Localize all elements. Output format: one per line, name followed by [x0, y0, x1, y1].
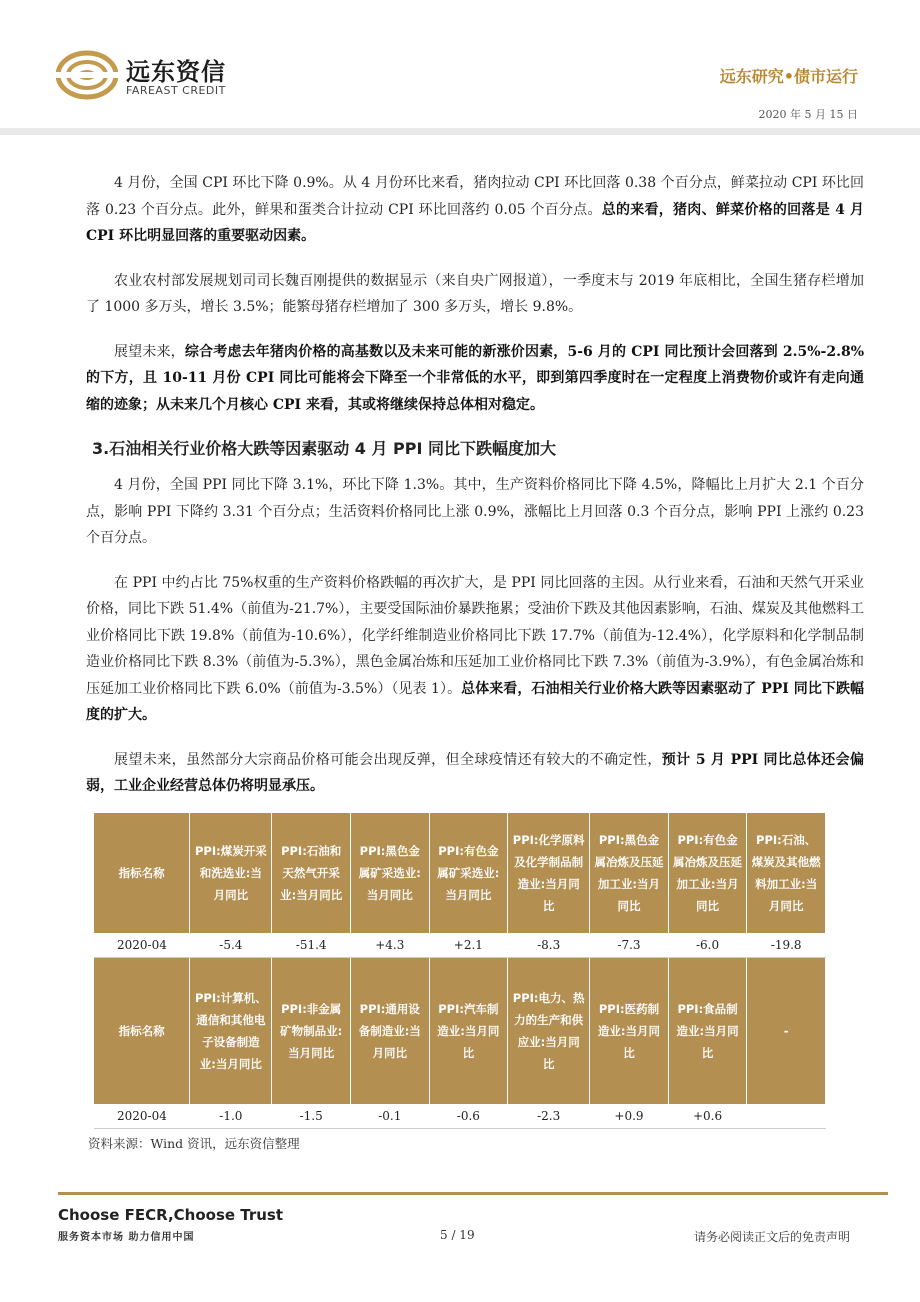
company-logo: [56, 50, 256, 106]
paragraph-cpi-mom: [86, 170, 864, 250]
p5-bold: 总体来看，石油相关行业价格大跌等因素驱动了 PPI 同比下跌幅度的扩大。: [86, 680, 865, 723]
table-cell: 2020-04: [94, 933, 190, 958]
table-source-note: 资料来源：Wind 资讯，远东资信整理: [88, 1136, 300, 1151]
table-cell: -2.3: [508, 1104, 590, 1129]
table-header-cell: PPI:食品制造业:当月同比: [668, 958, 747, 1104]
table-header-cell: 指标名称: [94, 813, 190, 933]
table-header-row: [94, 813, 826, 933]
table-cell: -6.0: [668, 933, 747, 958]
footer-disclaimer: 请务必阅读正文后的免责声明: [693, 1230, 850, 1244]
p3-text: 展望未来，: [114, 343, 185, 360]
table-header-cell: PPI:石油、煤炭及其他燃料加工业:当月同比: [747, 813, 826, 933]
table-cell: -1.5: [272, 1104, 351, 1129]
table-cell: +0.9: [590, 1104, 669, 1129]
footer-slogan: Choose FECR,Choose Trust: [58, 1206, 284, 1224]
p5-text: 在 PPI 中约占比 75%权重的生产资料价格跌幅的再次扩大，是 PPI 同比回落的主因。从行业来看，石油和天然气开采业价格，同比下跌 51.4%（前值为-21.7%），主要受国际油价暴跌拖累；受油价下跌及其他因素影响，石油、煤炭及其他燃料工业价格同比下跌 19.8%（前值为-10.6%），化学纤维制造业价格同比下跌 17.7%（前值为-12.4%），化学原料和化学制品制造业价格同比下跌 8.3%（前值为-5.3%），黑色金属冶炼和压延加工业价格同比下跌 7.3%（前值为-3.9%），有色金属冶炼和压延加工业价格同比下跌 6.0%（前值为-3.5%）（见表 1）。: [86, 574, 864, 697]
table-header-cell: PPI:有色金属冶炼及压延加工业:当月同比: [668, 813, 747, 933]
table-cell: -0.6: [429, 1104, 508, 1129]
table-header-cell: PPI:计算机、通信和其他电子设备制造业:当月同比: [190, 958, 272, 1104]
table-cell: +0.6: [668, 1104, 747, 1129]
table-header-cell: PPI:医药制造业:当月同比: [590, 958, 669, 1104]
table-cell: -51.4: [272, 933, 351, 958]
logo-emblem-icon: [56, 50, 118, 100]
page-header: [0, 0, 920, 140]
footer-divider: [58, 1192, 888, 1195]
table-header-cell: PPI:通用设备制造业:当月同比: [350, 958, 429, 1104]
table-row: [94, 933, 826, 958]
table-cell: +4.3: [350, 933, 429, 958]
p6-text: 展望未来，虽然部分大宗商品价格可能会出现反弹，但全球疫情还有较大的不确定性，: [114, 751, 662, 768]
ppi-industry-table: [94, 813, 826, 1129]
logo-en-text: FAREAST CREDIT: [126, 84, 226, 97]
table-row: [94, 1104, 826, 1129]
table-header-cell: PPI:非金属矿物制品业:当月同比: [272, 958, 351, 1104]
table-cell: +2.1: [429, 933, 508, 958]
table-header-cell: PPI:有色金属矿采选业:当月同比: [429, 813, 508, 933]
table-header-cell: 指标名称: [94, 958, 190, 1104]
paragraph-ppi-overview: 4 月份，全国 PPI 同比下降 3.1%，环比下降 1.3%。其中，生产资料价格同比下降 4.5%，降幅比上月扩大 2.1 个百分点，影响 PPI 下降约 3.31 个百分点；生活资料价格同比上涨 0.9%，涨幅比上月回落 0.3 个百分点，影响 PPI 上涨约 0.23 个百分点。: [86, 477, 864, 546]
paragraph-ppi-industry: [86, 570, 864, 729]
p3-bold: 综合考虑去年猪肉价格的高基数以及未来可能的新涨价因素，5-6 月的 CPI 同比预计会回落到 2.5%-2.8%的下方，且 10-11 月份 CPI 同比可能将会下降至一个非常低的水平，即到第四季度时在一定程度上消费物价或许有走向通缩的迹象；从未来几个月核心 CPI 来看，其或将继续保持总体相对稳定。: [86, 343, 864, 413]
table-cell: -5.4: [190, 933, 272, 958]
table-cell: -1.0: [190, 1104, 272, 1129]
table-cell: -19.8: [747, 933, 826, 958]
report-series-tag: 远东研究•债市运行: [719, 67, 858, 86]
p6-bold: 预计 5 月 PPI 同比总体还会偏弱，工业企业经营总体仍将明显承压。: [86, 751, 864, 794]
page-number: 5 / 19: [440, 1228, 475, 1242]
table-cell: [747, 1104, 826, 1129]
table-header-row: [94, 958, 826, 1104]
p1-text: 4 月份，全国 CPI 环比下降 0.9%。从 4 月份环比来看，猪肉拉动 CPI 环比回落 0.38 个百分点，鲜菜拉动 CPI 环比回落 0.23 个百分点。此外，鲜果和蛋类合计拉动 CPI 环比回落约 0.05 个百分点。: [86, 175, 864, 218]
table-header-cell: PPI:电力、热力的生产和供应业:当月同比: [508, 958, 590, 1104]
section-heading-ppi: 3.石油相关行业价格大跌等因素驱动 4 月 PPI 同比下跌幅度加大: [92, 439, 557, 458]
table-header-cell: -: [747, 958, 826, 1104]
report-body: [86, 170, 864, 840]
table-header-cell: PPI:化学原料及化学制品制造业:当月同比: [508, 813, 590, 933]
table-header-cell: PPI:煤炭开采和洗选业:当月同比: [190, 813, 272, 933]
table-cell: -8.3: [508, 933, 590, 958]
table-header-cell: PPI:黑色金属矿采选业:当月同比: [350, 813, 429, 933]
paragraph-cpi-outlook: [86, 339, 864, 419]
paragraph-hog-inventory: 农业农村部发展规划司司长魏百刚提供的数据显示（来自央广网报道），一季度末与 2019 年底相比，全国生猪存栏增加了 1000 多万头，增长 3.5%；能繁母猪存栏增加了 300 多万头，增长 9.8%。: [86, 272, 864, 315]
footer-slogan-cn: 服务资本市场 助力信用中国: [58, 1232, 195, 1243]
table-header-cell: PPI:黑色金属冶炼及压延加工业:当月同比: [590, 813, 669, 933]
paragraph-ppi-outlook: [86, 747, 864, 800]
table-cell: 2020-04: [94, 1104, 190, 1129]
header-divider: [0, 128, 920, 135]
report-date: 2020 年 5 月 15 日: [758, 108, 858, 121]
table-cell: -0.1: [350, 1104, 429, 1129]
table-cell: -7.3: [590, 933, 669, 958]
table-header-cell: PPI:石油和天然气开采业:当月同比: [272, 813, 351, 933]
logo-cn-text: 远东资信: [126, 58, 226, 86]
p1-bold: 总的来看，猪肉、鲜菜价格的回落是 4 月 CPI 环比明显回落的重要驱动因素。: [86, 201, 864, 244]
table-header-cell: PPI:汽车制造业:当月同比: [429, 958, 508, 1104]
